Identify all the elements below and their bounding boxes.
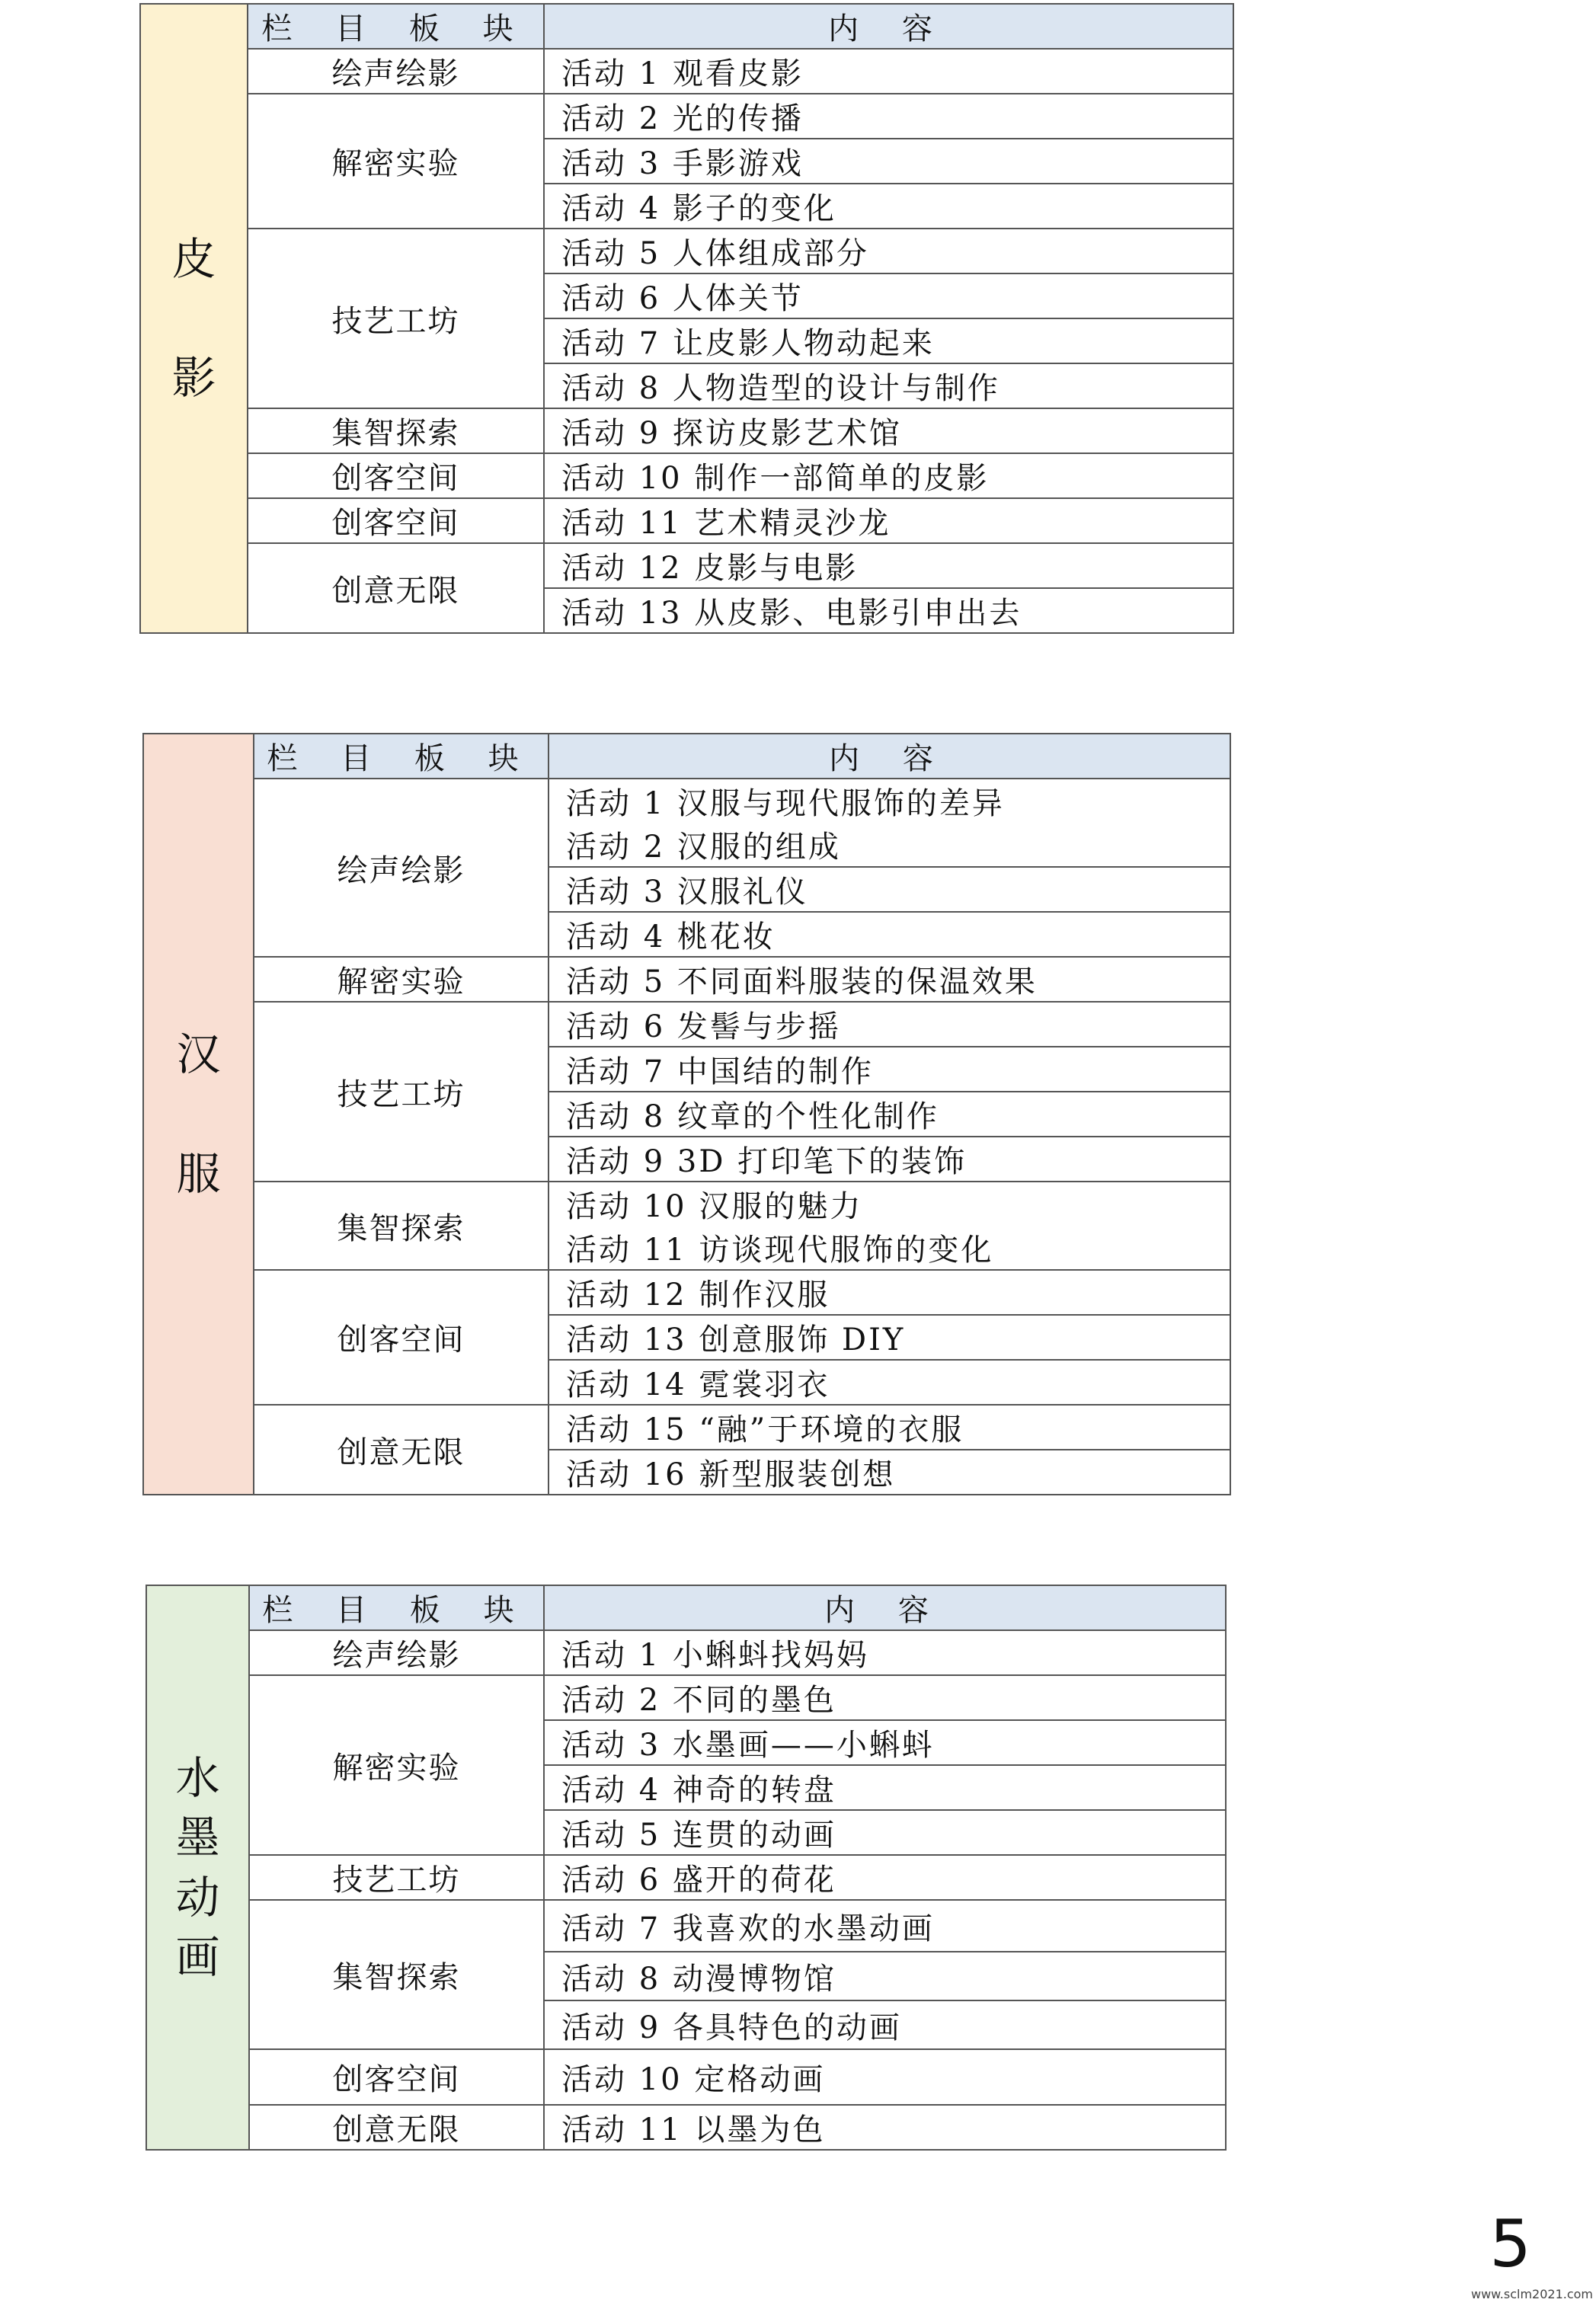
section-name: 创客空间 bbox=[249, 2049, 544, 2105]
section-name: 集智探索 bbox=[254, 1182, 549, 1270]
section-name: 集智探索 bbox=[249, 1900, 544, 2049]
section-name: 绘声绘影 bbox=[248, 49, 544, 94]
section-name: 技艺工坊 bbox=[254, 1002, 549, 1182]
section-name: 解密实验 bbox=[249, 1675, 544, 1855]
activity-item: 活动 4 影子的变化 bbox=[544, 184, 1233, 229]
section-name: 绘声绘影 bbox=[249, 1630, 544, 1675]
activity-item: 活动 6 发髻与步摇 bbox=[549, 1002, 1230, 1047]
activity-item: 活动 3 汉服礼仪 bbox=[549, 867, 1230, 912]
section-name: 集智探索 bbox=[248, 408, 544, 453]
header-section: 栏 目 板 块 bbox=[254, 734, 549, 779]
activity-item: 活动 8 人物造型的设计与制作 bbox=[544, 363, 1233, 408]
activity-item: 活动 11 艺术精灵沙龙 bbox=[544, 498, 1233, 543]
activity-item: 活动 14 霓裳羽衣 bbox=[549, 1360, 1230, 1405]
section-name: 绘声绘影 bbox=[254, 779, 549, 957]
section-name: 创意无限 bbox=[254, 1405, 549, 1495]
activity-item: 活动 16 新型服装创想 bbox=[549, 1450, 1230, 1495]
theme-label: 汉 服 bbox=[176, 1028, 221, 1200]
section-name: 创客空间 bbox=[248, 453, 544, 498]
course-table-hanfu bbox=[142, 733, 1231, 1495]
activity-item: 活动 1 观看皮影 bbox=[544, 49, 1233, 94]
activity-item: 活动 6 人体关节 bbox=[544, 273, 1233, 318]
course-table-ink-animation bbox=[146, 1585, 1227, 2151]
activity-item: 活动 1 汉服与现代服饰的差异 bbox=[549, 779, 1230, 823]
activity-item: 活动 7 中国结的制作 bbox=[549, 1047, 1230, 1092]
activity-item: 活动 13 创意服饰 DIY bbox=[549, 1315, 1230, 1360]
header-content: 内 容 bbox=[544, 4, 1233, 49]
course-table-shadow-puppet bbox=[139, 3, 1234, 634]
section-name: 解密实验 bbox=[254, 957, 549, 1002]
theme-label: 皮 影 bbox=[171, 232, 216, 405]
theme-cell bbox=[140, 4, 248, 633]
section-name: 创意无限 bbox=[249, 2105, 544, 2150]
section-name: 创客空间 bbox=[248, 498, 544, 543]
header-section: 栏 目 板 块 bbox=[248, 4, 544, 49]
theme-cell bbox=[143, 734, 254, 1495]
section-name: 创客空间 bbox=[254, 1270, 549, 1405]
header-content: 内 容 bbox=[544, 1585, 1226, 1630]
activity-item: 活动 2 光的传播 bbox=[544, 94, 1233, 139]
activity-item: 活动 15 “融”于环境的衣服 bbox=[549, 1405, 1230, 1450]
activity-item: 活动 8 纹章的个性化制作 bbox=[549, 1092, 1230, 1137]
activity-item: 活动 7 我喜欢的水墨动画 bbox=[544, 1900, 1226, 1952]
activity-item: 活动 2 不同的墨色 bbox=[544, 1675, 1226, 1720]
section-name: 创意无限 bbox=[248, 543, 544, 633]
section-name: 技艺工坊 bbox=[248, 229, 544, 408]
activity-item: 活动 6 盛开的荷花 bbox=[544, 1855, 1226, 1900]
activity-item: 活动 10 制作一部简单的皮影 bbox=[544, 453, 1233, 498]
activity-item: 活动 5 不同面料服装的保温效果 bbox=[549, 957, 1230, 1002]
activity-item: 活动 12 制作汉服 bbox=[549, 1270, 1230, 1315]
activity-item: 活动 4 神奇的转盘 bbox=[544, 1765, 1226, 1810]
activity-item: 活动 10 汉服的魅力 bbox=[549, 1182, 1230, 1226]
activity-item: 活动 8 动漫博物馆 bbox=[544, 1952, 1226, 2000]
activity-item: 活动 13 从皮影、电影引申出去 bbox=[544, 588, 1233, 633]
activity-item: 活动 5 连贯的动画 bbox=[544, 1810, 1226, 1855]
activity-item: 活动 3 手影游戏 bbox=[544, 139, 1233, 184]
section-name: 技艺工坊 bbox=[249, 1855, 544, 1900]
watermark: www.sclm2021.com bbox=[1470, 2287, 1593, 2301]
activity-item: 活动 7 让皮影人物动起来 bbox=[544, 318, 1233, 363]
header-section: 栏 目 板 块 bbox=[249, 1585, 544, 1630]
theme-cell bbox=[146, 1585, 249, 2150]
activity-item: 活动 2 汉服的组成 bbox=[549, 823, 1230, 867]
activity-item: 活动 9 各具特色的动画 bbox=[544, 2000, 1226, 2049]
activity-item: 活动 5 人体组成部分 bbox=[544, 229, 1233, 273]
activity-item: 活动 11 以墨为色 bbox=[544, 2105, 1226, 2150]
header-content: 内 容 bbox=[549, 734, 1230, 779]
activity-item: 活动 11 访谈现代服饰的变化 bbox=[549, 1226, 1230, 1270]
page-number: 5 bbox=[1489, 2206, 1531, 2282]
activity-item: 活动 4 桃花妆 bbox=[549, 912, 1230, 957]
activity-item: 活动 1 小蝌蚪找妈妈 bbox=[544, 1630, 1226, 1675]
activity-item: 活动 12 皮影与电影 bbox=[544, 543, 1233, 588]
activity-item: 活动 9 探访皮影艺术馆 bbox=[544, 408, 1233, 453]
activity-item: 活动 3 水墨画——小蝌蚪 bbox=[544, 1720, 1226, 1765]
activity-item: 活动 10 定格动画 bbox=[544, 2049, 1226, 2105]
activity-item: 活动 9 3D 打印笔下的装饰 bbox=[549, 1137, 1230, 1182]
section-name: 解密实验 bbox=[248, 94, 544, 229]
theme-label: 水 墨 动 画 bbox=[175, 1751, 220, 1983]
